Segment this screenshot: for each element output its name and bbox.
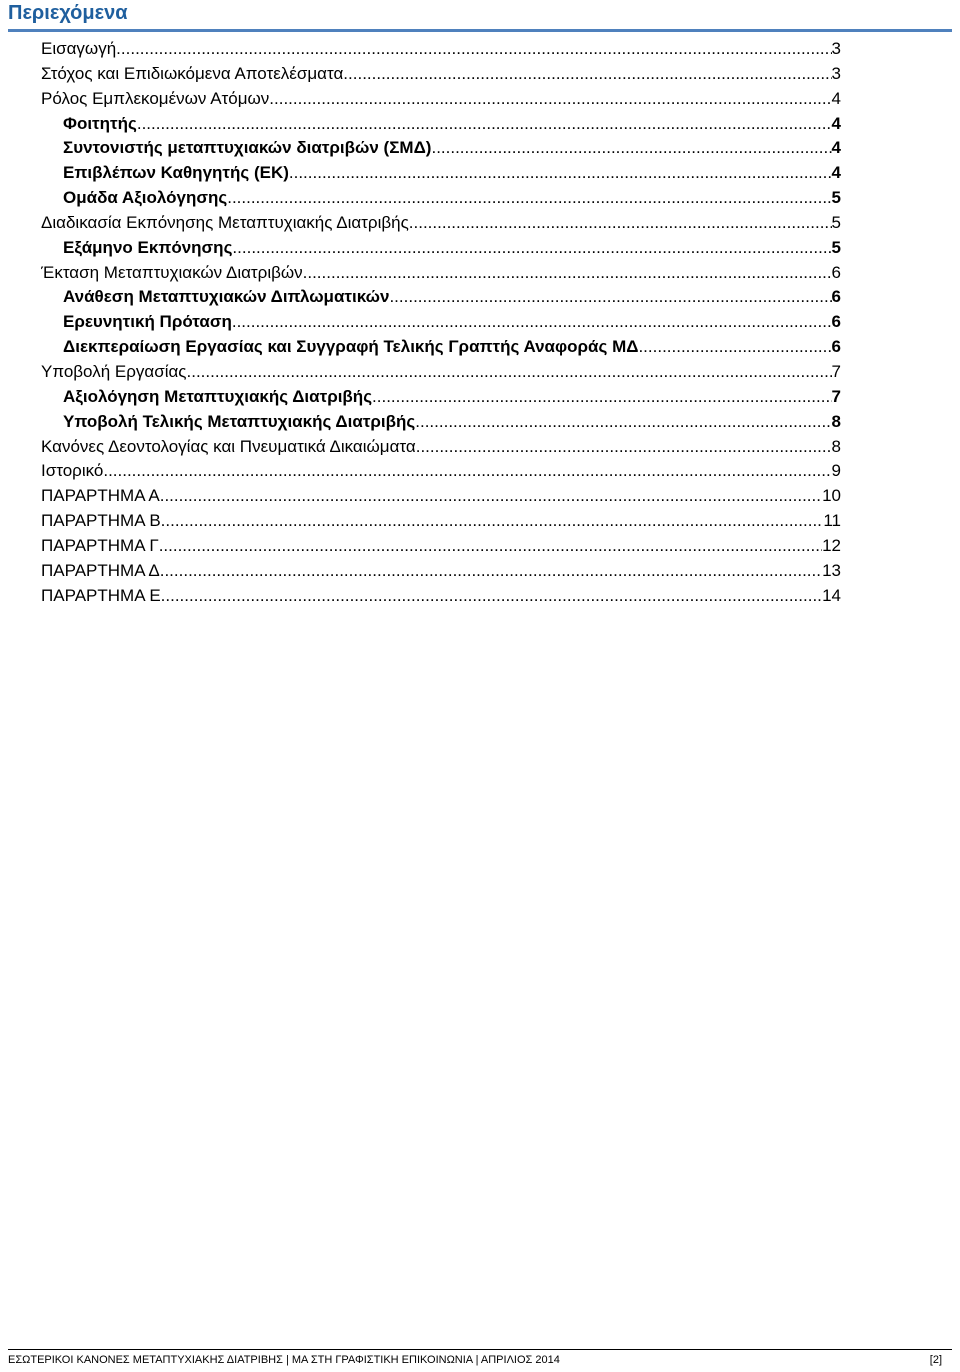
toc-entry-title: Εισαγωγή [41, 39, 117, 58]
toc-entry[interactable] [41, 385, 841, 410]
toc-dot-leader [103, 459, 831, 483]
toc-entry[interactable] [41, 186, 841, 211]
toc-dot-leader [638, 335, 831, 359]
toc-entry-page: 12 [822, 535, 841, 555]
toc-entry-title: Ομάδα Αξιολόγησης [63, 188, 228, 208]
toc-dot-leader [303, 261, 832, 285]
toc-list [41, 37, 841, 608]
toc-dot-leader [159, 534, 822, 558]
toc-entry-title: Φοιτητής [63, 113, 137, 133]
toc-entry-title: Ερευνητική Πρόταση [63, 312, 232, 332]
toc-entry-page: 4 [831, 113, 841, 133]
toc-entry-page: 4 [831, 163, 841, 183]
toc-entry-title: Αξιολόγηση Μεταπτυχιακής Διατριβής [63, 386, 373, 406]
toc-entry-title: Συντονιστής μεταπτυχιακών διατριβών (ΣΜΔ) [63, 138, 432, 158]
toc-entry[interactable] [41, 335, 841, 360]
toc-entry[interactable] [41, 136, 841, 161]
toc-entry-title: Υποβολή Εργασίας [41, 361, 187, 381]
toc-entry-title: ΠΑΡΑΡΤΗΜΑ Δ [41, 560, 160, 580]
toc-entry-page: 5 [831, 237, 841, 257]
toc-entry-title: Ιστορικό [41, 461, 104, 481]
toc-entry-title: ΠΑΡΑΡΤΗΜΑ Β [41, 511, 161, 531]
toc-dot-leader [416, 435, 832, 459]
toc-entry[interactable] [41, 459, 841, 484]
toc-entry-title: Κανόνες Δεοντολογίας και Πνευματικά Δικαιώματα [41, 436, 416, 456]
toc-entry[interactable] [41, 62, 841, 87]
toc-entry-page: 7 [831, 386, 841, 406]
toc-entry-page: 4 [831, 138, 841, 158]
toc-entry[interactable] [41, 87, 841, 112]
toc-entry-page: 6 [831, 337, 841, 357]
toc-entry-title: Εξάμηνο Εκπόνησης [63, 237, 233, 257]
toc-dot-leader [415, 410, 831, 434]
toc-dot-leader [161, 584, 822, 608]
toc-entry[interactable] [41, 509, 841, 534]
toc-entry-page: 4 [831, 88, 841, 108]
toc-entry-title: ΠΑΡΑΡΤΗΜΑ Ε [41, 585, 161, 605]
toc-entry[interactable] [41, 435, 841, 460]
toc-entry-title: Ανάθεση Μεταπτυχιακών Διπλωματικών [63, 287, 390, 307]
toc-entry-title: Έκταση Μεταπτυχιακών Διατριβών [41, 262, 303, 282]
toc-entry-page: 6 [831, 312, 841, 332]
toc-dot-leader [372, 385, 832, 409]
toc-entry-page: 5 [831, 188, 841, 208]
toc-dot-leader [343, 62, 831, 86]
toc-title: Περιεχόμενα [8, 0, 952, 32]
toc-entry[interactable] [41, 236, 841, 261]
toc-dot-leader [431, 136, 831, 160]
toc-entry[interactable] [41, 310, 841, 335]
toc-entry-page: 7 [831, 361, 841, 381]
toc-entry[interactable] [41, 161, 841, 186]
toc-entry-title: Επιβλέπων Καθηγητής (ΕΚ) [63, 163, 289, 183]
toc-entry[interactable] [41, 112, 841, 137]
toc-dot-leader [116, 37, 831, 61]
toc-dot-leader [160, 484, 822, 508]
toc-dot-leader [389, 285, 831, 309]
toc-entry[interactable] [41, 285, 841, 310]
toc-dot-leader [289, 161, 832, 185]
toc-dot-leader [409, 211, 832, 235]
toc-entry-title: ΠΑΡΑΡΤΗΜΑ Α [41, 486, 160, 506]
toc-entry-title: Υποβολή Τελικής Μεταπτυχιακής Διατριβής [63, 411, 416, 431]
toc-entry-page: 3 [831, 63, 841, 83]
toc-dot-leader [269, 87, 831, 111]
toc-entry-page: 6 [831, 287, 841, 307]
toc-dot-leader [161, 509, 824, 533]
toc-entry[interactable] [41, 484, 841, 509]
toc-entry[interactable] [41, 584, 841, 609]
toc-entry-title: ΠΑΡΑΡΤΗΜΑ Γ [41, 535, 159, 555]
toc-entry-page: 10 [822, 486, 841, 506]
toc-entry-title: Ρόλος Εμπλεκομένων Ατόμων [41, 88, 270, 108]
toc-entry[interactable] [41, 534, 841, 559]
footer-page-number: [2] [929, 1354, 942, 1366]
toc-dot-leader [160, 559, 822, 583]
toc-entry-page: 3 [831, 39, 841, 58]
toc-entry[interactable] [41, 559, 841, 584]
toc-entry-title: Διαδικασία Εκπόνησης Μεταπτυχιακής Διατριβής [41, 212, 409, 232]
toc-entry-page: 6 [831, 262, 841, 282]
toc-entry-page: 11 [823, 511, 841, 531]
toc-entry-title: Στόχος και Επιδιωκόμενα Αποτελέσματα [41, 63, 344, 83]
toc-entry-page: 8 [831, 436, 841, 456]
toc-entry[interactable] [41, 360, 841, 385]
toc-dot-leader [187, 360, 832, 384]
toc-entry[interactable] [41, 37, 841, 62]
toc-dot-leader [232, 310, 832, 334]
toc-dot-leader [232, 236, 831, 260]
footer-text: ΕΣΩΤΕΡΙΚΟΙ ΚΑΝΟΝΕΣ ΜΕΤΑΠΤΥΧΙΑΚΗΣ ΔΙΑΤΡΙΒΗΣ | ΜΑ ΣΤΗ ΓΡΑΦΙΣΤΙΚΗ ΕΠΙΚΟΙΝΩΝΙΑ | ΑΠΡΙΛΙΟΣ 2014 [8, 1354, 560, 1366]
toc-entry-page: 13 [822, 560, 841, 580]
toc-dot-leader [227, 186, 831, 210]
toc-entry-page: 9 [831, 461, 841, 481]
toc-dot-leader [137, 112, 832, 136]
footer-divider [8, 1349, 952, 1350]
toc-entry[interactable] [41, 261, 841, 286]
toc-entry[interactable] [41, 211, 841, 236]
toc-entry[interactable] [41, 410, 841, 435]
toc-entry-page: 14 [822, 585, 841, 605]
toc-entry-title: Διεκπεραίωση Εργασίας και Συγγραφή Τελικής Γραπτής Αναφοράς ΜΔ [63, 337, 639, 357]
toc-entry-page: 8 [831, 411, 841, 431]
toc-entry-page: 5 [831, 212, 841, 232]
